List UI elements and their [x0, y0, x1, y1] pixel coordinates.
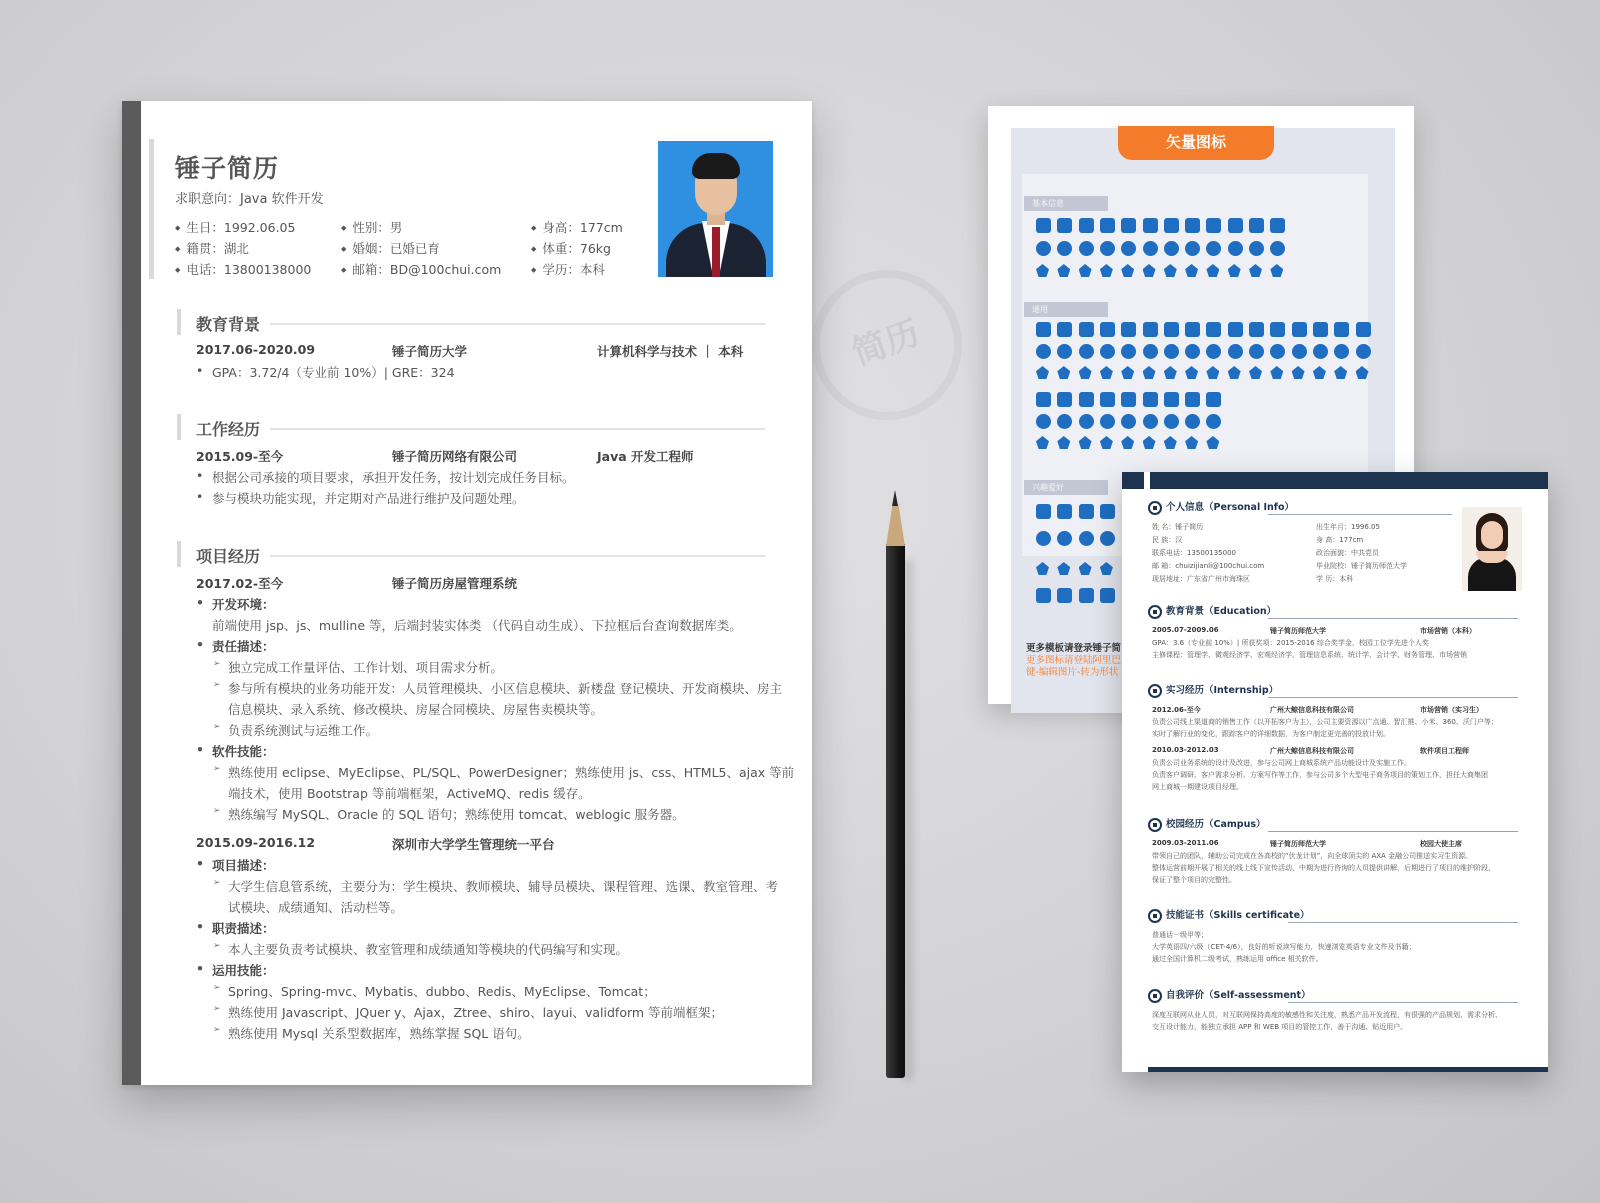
self-line: 深度互联网从业人员，对互联网保持高度的敏感性和关注度，熟悉产品开发流程，有很强的产品规划、需求分析、 [1152, 1011, 1502, 1019]
intern-bullet: 网上商城一期建设项目经理。 [1152, 783, 1243, 791]
vector-icon [1185, 241, 1200, 256]
vector-icon [1057, 392, 1072, 407]
campus-bullet: 整体运营前期开展了相关的线上线下宣传活动，中期为进行咨询的人员提供讲解，后期进行了项目的维护阶段， [1152, 864, 1495, 872]
vector-icon [1249, 241, 1264, 256]
info-education: ◆ 学历：本科 [531, 260, 605, 278]
vector-icon [1334, 322, 1349, 337]
resume2-section-internship: 实习经历（Internship） [1148, 682, 1278, 698]
project1-env-label: • 开发环境： [212, 595, 275, 613]
intern-bullet: 实时了解行业的变化，跟踪客户的详细数据，为客户制定更完善的投放计划。 [1152, 730, 1390, 738]
vector-icon [1356, 344, 1371, 359]
personal-row: 民 族：汉 [1152, 536, 1183, 544]
work-role: Java 开发工程师 [597, 449, 694, 464]
vector-icon [1249, 344, 1264, 359]
vector-icon [1057, 588, 1072, 603]
personal-row: 联系电话：13500135000 [1152, 549, 1236, 557]
info-phone: ◆ 电话：13800138000 [175, 260, 311, 278]
project2-desc-cont: 试模块、成绩通知、活动栏等。 [228, 900, 404, 915]
vector-icon [1228, 322, 1243, 337]
education-period: 2017.06-2020.09 [196, 342, 316, 357]
project2-skill-label: • 运用技能： [212, 961, 275, 979]
vector-icon [1164, 322, 1179, 337]
resume-name: 锤子简历 [175, 154, 280, 183]
vector-icon [1100, 588, 1115, 603]
project2-name: 深圳市大学学生管理统一平台 [392, 837, 555, 852]
section-divider [1268, 697, 1518, 698]
work-divider [270, 428, 765, 430]
resume2-section-skills: 技能证书（Skills certificate） [1148, 907, 1310, 923]
project1-name: 锤子简历房屋管理系统 [392, 576, 518, 591]
work-bullet: • 根据公司承接的项目要求，承担开发任务，按计划完成任务目标。 [212, 468, 575, 486]
intern-role: 软件项目工程师 [1420, 747, 1469, 755]
vector-icon [1036, 241, 1051, 256]
vector-icon [1057, 322, 1072, 337]
education-divider [270, 323, 765, 325]
project1-period: 2017.02-至今 [196, 576, 284, 591]
campus-role: 校园大使主席 [1420, 840, 1462, 848]
education-school: 锤子简历大学 [392, 344, 468, 359]
info-email: ◆ 邮箱：BD@100chui.com [341, 260, 501, 278]
project2-duty: ➢ 本人主要负责考试模块、教室管理和成绩通知等模块的代码编写和实现。 [228, 940, 628, 958]
project1-duty-label: • 责任描述： [212, 637, 275, 655]
personal-row: 毕业院校：锤子简历师范大学 [1316, 562, 1407, 570]
education-gpa: • GPA：3.72/4（专业前 10%）| GRE：324 [212, 363, 455, 381]
self-line: 交互设计能力，能独立承担 APP 和 WEB 项目的管控工作，善于沟通、贴近用户。 [1152, 1023, 1408, 1031]
work-period: 2015.09-至今 [196, 449, 284, 464]
vector-icon [1164, 414, 1179, 429]
vector-icon [1100, 504, 1115, 519]
education-title: 教育背景 [196, 315, 261, 334]
info-height: ◆ 身高：177cm [531, 218, 623, 236]
resume2-section-education: 教育背景（Education） [1148, 603, 1276, 619]
project2-desc: ➢ 大学生信息管系统，主要分为：学生模块、教师模块、辅导员模块、课程管理、选课、教室管理、考 [228, 877, 778, 895]
education-marker [177, 309, 181, 335]
intern-bullet: 负责公司业务系统的设计及改进，参与公司网上商城系统产品功能设计及实施工作。 [1152, 759, 1411, 767]
skill-line: 大学英语四/六级（CET-4/6），良好的听说读写能力，快速浏览英语专业文件及书籍； [1152, 943, 1416, 951]
skill-line: 通过全国计算机二级考试，熟练运用 office 相关软件。 [1152, 955, 1323, 963]
vector-icon [1185, 322, 1200, 337]
watermark-stamp: 简历 [791, 249, 983, 441]
personal-row: 身 高：177cm [1316, 536, 1364, 544]
skill-line: 普通话一级甲等； [1152, 931, 1208, 939]
vector-icon [1079, 218, 1094, 233]
resume-left-bar [122, 101, 141, 1085]
campus-school: 锤子简历师范大学 [1270, 840, 1326, 848]
vector-icon [1079, 344, 1094, 359]
vector-icon [1100, 322, 1115, 337]
user-icon [1148, 501, 1162, 515]
personal-row: 邮 箱：chuizijianli@100chui.com [1152, 562, 1265, 570]
info-hometown: ◆ 籍贯：湖北 [175, 239, 249, 257]
vector-icon [1164, 344, 1179, 359]
section-divider [1268, 618, 1518, 619]
vector-icon [1143, 218, 1158, 233]
vector-icon [1079, 531, 1094, 546]
footer-line: 更多模板请登录锤子简 [1026, 643, 1122, 654]
work-marker [177, 414, 181, 440]
vector-icon [1206, 322, 1221, 337]
project1-skill-cont: 端技术，使用 Bootstrap 等前端框架，ActiveMQ、redis 缓存。 [228, 786, 591, 801]
info-weight: ◆ 体重：76kg [531, 239, 611, 257]
vector-icon [1249, 218, 1264, 233]
pencil [885, 490, 907, 1080]
projects-title: 项目经历 [196, 547, 261, 566]
project2-period: 2015.09-2016.12 [196, 835, 316, 850]
vector-icon [1292, 322, 1307, 337]
project1-skill-label: • 软件技能： [212, 742, 275, 760]
vector-icon [1036, 392, 1051, 407]
main-resume [122, 101, 812, 1085]
vector-icon [1036, 414, 1051, 429]
vector-icon [1228, 344, 1243, 359]
vector-icon [1036, 344, 1051, 359]
project1-duty-cont: 信息模块、录入系统、修改模块、房屋合同模块、房屋售卖模块等。 [228, 702, 604, 717]
group-label-general: 通用 [1024, 302, 1108, 317]
campus-bullet: 保证了整个项目的完整性。 [1152, 876, 1236, 884]
section-divider [1288, 1002, 1518, 1003]
project1-skill: ➢ 熟练编写 MySQL、Oracle 的 SQL 语句；熟练使用 tomcat、weblogic 服务器。 [228, 805, 685, 823]
vector-icon [1206, 218, 1221, 233]
intern-role: 市场营销（实习生） [1420, 706, 1483, 714]
resume2-top-bar [1122, 472, 1548, 489]
vector-icon [1079, 414, 1094, 429]
profile-photo [658, 141, 773, 277]
resume2-photo [1462, 507, 1522, 591]
vector-icon [1036, 504, 1051, 519]
vector-icon [1100, 241, 1115, 256]
personal-row: 出生年月：1996.05 [1316, 523, 1380, 531]
personal-row: 现居地址：广东省广州市海珠区 [1152, 575, 1250, 583]
project2-desc-label: • 项目描述： [212, 856, 275, 874]
vector-icon [1121, 322, 1136, 337]
resume2-section-self: 自我评价（Self-assessment） [1148, 987, 1311, 1003]
vector-icon [1079, 241, 1094, 256]
section-divider [1268, 831, 1518, 832]
vector-icon [1079, 588, 1094, 603]
vector-icon [1057, 218, 1072, 233]
vector-icon [1036, 218, 1051, 233]
campus-icon [1148, 818, 1162, 832]
vector-icon [1100, 531, 1115, 546]
project2-skill: ➢ 熟练使用 Javascript、JQuer y、Ajax，Ztree、shiro、layui、validform 等前端框架； [228, 1003, 723, 1021]
vector-icon [1228, 218, 1243, 233]
vector-icon [1036, 531, 1051, 546]
project1-skill: ➢ 熟练使用 eclipse、MyEclipse、PL/SQL、PowerDesigner；熟练使用 js、css、HTML5、ajax 等前 [228, 763, 794, 781]
campus-period: 2009.03-2011.06 [1152, 839, 1219, 847]
project1-env: 前端使用 jsp、js、mulline 等，后端封装实体类 （代码自动生成）、下拉框后台查询数据库类。 [212, 618, 742, 633]
vector-icon [1270, 218, 1285, 233]
vector-icon [1185, 414, 1200, 429]
section-divider [1288, 922, 1518, 923]
vector-icon [1164, 218, 1179, 233]
second-resume [1122, 472, 1548, 1072]
edu-detail: 主修课程：管理学、微观经济学、宏观经济学、管理信息系统、统计学、会计学、财务管理、市场营销 [1152, 651, 1467, 659]
tools-icon [1148, 909, 1162, 923]
work-company: 锤子简历网络有限公司 [392, 449, 518, 464]
edu-detail: GPA：3.6（专业前 10%）| 所获奖项：2015-2016 综合奖学金、校园工位学先进个人奖 [1152, 639, 1429, 647]
briefcase-icon [1148, 684, 1162, 698]
edit-icon [1148, 989, 1162, 1003]
footer-line: 键-编辑图片-转为形状 [1026, 667, 1119, 678]
vector-icon [1143, 322, 1158, 337]
campus-bullet: 带领自己的团队，辅助公司完成在各高校的“伏龙计划”，向全球顶尖的 AXA 金融公司推送实习生资源。 [1152, 852, 1473, 860]
info-marriage: ◆ 婚姻：已婚已育 [341, 239, 440, 257]
resume2-bottom-bar [1148, 1067, 1548, 1072]
vector-icon [1313, 344, 1328, 359]
graduation-cap-icon [1148, 605, 1162, 619]
vector-icon [1313, 322, 1328, 337]
footer-line: 更多图标请登陆阿里巴 [1026, 655, 1122, 666]
vector-icon [1143, 392, 1158, 407]
vector-icon [1206, 392, 1221, 407]
edu-period: 2005.07-2009.06 [1152, 626, 1219, 634]
project2-duty-label: • 职责描述： [212, 919, 275, 937]
vector-icon [1079, 392, 1094, 407]
personal-row: 政治面貌：中共党员 [1316, 549, 1379, 557]
vector-icon [1185, 218, 1200, 233]
resume2-section-campus: 校园经历（Campus） [1148, 816, 1266, 832]
info-gender: ◆ 性别：男 [341, 218, 402, 236]
group-label-hobbies: 兴趣爱好 [1024, 480, 1108, 495]
vector-icon [1121, 392, 1136, 407]
projects-marker [177, 541, 181, 567]
project2-skill: ➢ 熟练使用 Mysql 关系型数据库，熟练掌握 SQL 语句。 [228, 1024, 530, 1042]
vector-icon [1270, 322, 1285, 337]
vector-icon [1185, 344, 1200, 359]
group-label-basic: 基本信息 [1024, 196, 1108, 211]
vector-icon [1164, 392, 1179, 407]
project1-duty: ➢ 负责系统测试与运维工作。 [228, 721, 378, 739]
edu-school: 锤子简历师范大学 [1270, 627, 1326, 635]
projects-divider [270, 555, 765, 557]
personal-row: 学 历：本科 [1316, 575, 1354, 583]
intern-period: 2010.03-2012.03 [1152, 746, 1219, 754]
work-bullet: • 参与模块功能实现，并定期对产品进行维护及问题处理。 [212, 489, 525, 507]
intern-company: 广州大鲸信息科技有限公司 [1270, 747, 1354, 755]
personal-row: 姓 名：锤子简历 [1152, 523, 1204, 531]
info-birthday: ◆ 生日：1992.06.05 [175, 218, 295, 236]
resume2-section-personal: 个人信息（Personal Info） [1148, 499, 1294, 515]
edu-major: 市场营销（本科） [1420, 627, 1476, 635]
job-objective: 求职意向：Java 软件开发 [175, 192, 324, 207]
vector-icon [1079, 322, 1094, 337]
vector-icon [1100, 218, 1115, 233]
work-title: 工作经历 [196, 420, 261, 439]
project2-skill: ➢ Spring、Spring-mvc、Mybatis、dubbo、Redis、MyEclipse、Tomcat； [228, 982, 656, 1000]
vector-icon [1100, 414, 1115, 429]
vector-icon [1185, 392, 1200, 407]
section-divider [1268, 514, 1452, 515]
project1-duty: ➢ 参与所有模块的业务功能开发：人员管理模块、小区信息模块、新楼盘 登记模块、开发商模块、房主 [228, 679, 782, 697]
vector-icon [1100, 392, 1115, 407]
vector-icon [1164, 241, 1179, 256]
intern-company: 广州大鲸信息科技有限公司 [1270, 706, 1354, 714]
vector-icon [1249, 322, 1264, 337]
vector-icon [1292, 344, 1307, 359]
education-major: 计算机科学与技术 ｜ 本科 [597, 344, 744, 359]
vector-icon [1143, 414, 1158, 429]
vector-icon [1356, 322, 1371, 337]
vector-icon [1057, 504, 1072, 519]
intern-bullet: 负责公司线上渠道商的销售工作（以开拓客户为主），公司主要资源以广点通、智汇推、小米、360、沃门户等； [1152, 718, 1498, 726]
intern-bullet: 负责客户调研、客户需求分析、方案写作等工作，参与公司多个大型电子商务项目的策划工作，担任大商集团 [1152, 771, 1488, 779]
icon-sheet-tab: 矢量图标 [1118, 126, 1274, 160]
vector-icon [1143, 241, 1158, 256]
vector-icon [1079, 504, 1094, 519]
vector-icon [1036, 588, 1051, 603]
vector-icon [1036, 322, 1051, 337]
project1-duty: ➢ 独立完成工作量评估、工作计划、项目需求分析。 [228, 658, 503, 676]
vector-icon [1100, 344, 1115, 359]
vector-icon [1228, 241, 1243, 256]
header-accent-bar [149, 139, 154, 279]
intern-period: 2012.06-至今 [1152, 706, 1201, 714]
vector-icon [1143, 344, 1158, 359]
icon-sheet-footer [1026, 643, 1121, 679]
vector-icon [1121, 218, 1136, 233]
